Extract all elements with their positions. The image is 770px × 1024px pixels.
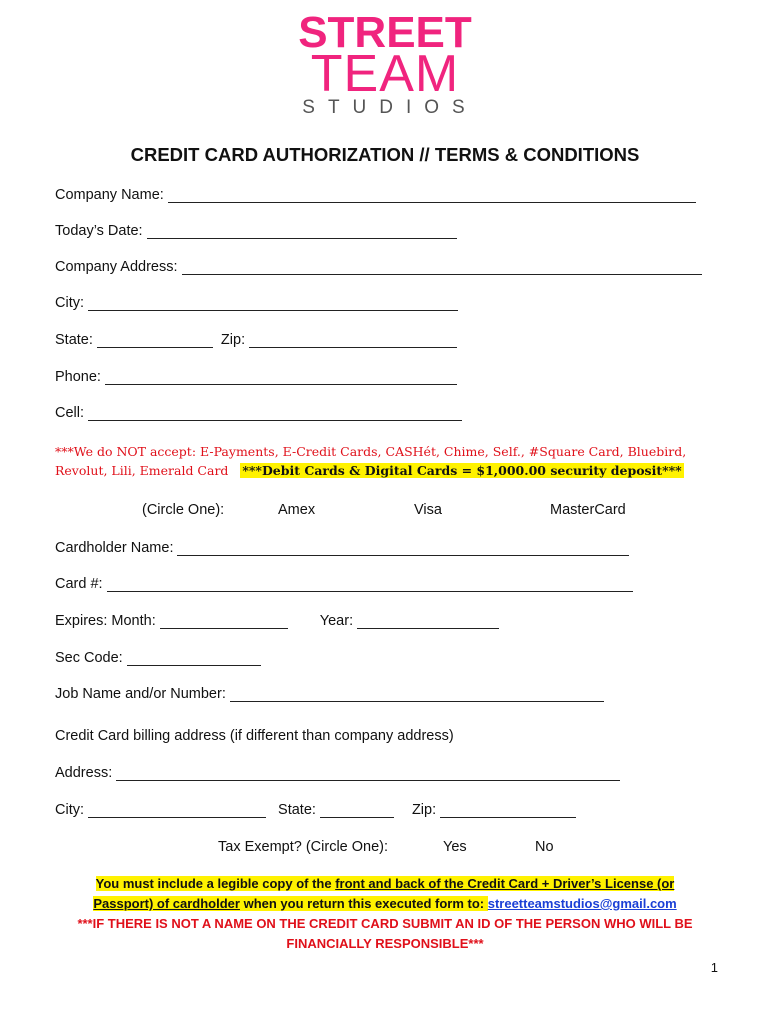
- year-label: Year:: [319, 613, 354, 629]
- billing-city-row: [55, 801, 576, 821]
- company-address-row: [55, 258, 702, 278]
- cell-row: [55, 404, 462, 424]
- logo: [0, 8, 770, 119]
- footer-text-2: when you return this executed form to:: [239, 896, 488, 911]
- billing-zip-field[interactable]: [440, 801, 576, 818]
- state-label: State:: [55, 332, 93, 348]
- page-title: CREDIT CARD AUTHORIZATION // TERMS & CONDITIONS: [130, 144, 640, 165]
- notice-line1: ***We do NOT accept: E-Payments, E-Credit Cards, CASHét, Chime, Self., #Square Card, Bluebird,: [55, 444, 687, 459]
- state-zip-row: [55, 331, 457, 351]
- logo-line1: STREET: [298, 8, 472, 57]
- billing-state-label: State:: [278, 802, 316, 818]
- cell-field[interactable]: [88, 404, 462, 421]
- footer-warning-1: ***IF THERE IS NOT A NAME ON THE CREDIT CARD SUBMIT AN ID OF THE PERSON WHO WILL BE: [77, 916, 693, 931]
- expires-row: [55, 612, 499, 632]
- billing-heading: Credit Card billing address (if different than company address): [55, 728, 454, 744]
- footer-underline-1: front and back of the Credit Card + Driver’s License (or: [335, 876, 675, 891]
- card-type-visa[interactable]: Visa: [414, 502, 442, 518]
- sec-code-field[interactable]: [127, 649, 261, 666]
- company-address-field[interactable]: [182, 258, 702, 275]
- cardholder-name-label: Cardholder Name:: [55, 540, 174, 556]
- zip-field[interactable]: [249, 331, 457, 348]
- cardholder-name-field[interactable]: [177, 539, 629, 556]
- city-row: [55, 294, 458, 314]
- cardholder-name-row: [55, 539, 629, 559]
- logo-line2: TEAM: [310, 44, 460, 103]
- payment-notice: [55, 442, 715, 480]
- page-number: 1: [710, 960, 718, 975]
- cell-label: Cell:: [55, 405, 85, 421]
- footer-text-1: You must include a legible copy of the: [95, 876, 336, 891]
- company-name-label: Company Name:: [55, 187, 164, 203]
- billing-address-field[interactable]: [116, 764, 620, 781]
- billing-city-field[interactable]: [88, 801, 266, 818]
- expires-month-label: Expires: Month:: [55, 613, 156, 629]
- logo-line3: STUDIOS: [302, 97, 478, 119]
- city-label: City:: [55, 295, 84, 311]
- tax-exempt-no[interactable]: No: [535, 839, 554, 855]
- todays-date-field[interactable]: [147, 222, 457, 239]
- billing-address-label: Address:: [55, 765, 113, 781]
- phone-field[interactable]: [105, 368, 457, 385]
- phone-row: [55, 368, 457, 388]
- card-type-amex[interactable]: Amex: [278, 502, 316, 518]
- card-number-field[interactable]: [107, 575, 633, 592]
- company-address-label: Company Address:: [55, 259, 178, 275]
- deposit-highlight: ***Debit Cards & Digital Cards = $1,000.00 security deposit***: [242, 463, 682, 478]
- card-number-label: Card #:: [55, 576, 103, 592]
- tax-exempt-label: Tax Exempt? (Circle One):: [218, 839, 389, 855]
- year-field[interactable]: [357, 612, 499, 629]
- billing-zip-label: Zip:: [411, 802, 437, 818]
- billing-address-row: [55, 764, 620, 784]
- job-name-field[interactable]: [230, 685, 604, 702]
- card-type-label: (Circle One):: [142, 502, 225, 518]
- footer-instructions: [40, 874, 730, 954]
- zip-label: Zip:: [220, 332, 246, 348]
- notice-line2: Revolut, Lili, Emerald Card: [55, 463, 229, 478]
- card-number-row: [55, 575, 633, 595]
- expires-month-field[interactable]: [160, 612, 288, 629]
- todays-date-label: Today’s Date:: [55, 223, 143, 239]
- company-name-row: [55, 186, 696, 206]
- state-field[interactable]: [97, 331, 213, 348]
- tax-exempt-yes[interactable]: Yes: [443, 839, 467, 855]
- card-type-mastercard[interactable]: MasterCard: [550, 502, 626, 518]
- billing-city-label: City:: [55, 802, 84, 818]
- footer-underline-2: Passport) of cardholder: [93, 896, 240, 911]
- company-name-field[interactable]: [168, 186, 696, 203]
- phone-label: Phone:: [55, 369, 101, 385]
- city-field[interactable]: [88, 294, 458, 311]
- sec-code-label: Sec Code:: [55, 650, 123, 666]
- todays-date-row: [55, 222, 457, 242]
- job-name-row: [55, 685, 604, 705]
- footer-warning-2: FINANCIALLY RESPONSIBLE***: [286, 936, 484, 951]
- sec-code-row: [55, 649, 261, 669]
- job-name-label: Job Name and/or Number:: [55, 686, 226, 702]
- email-link[interactable]: streetteamstudios@gmail.com: [487, 896, 677, 911]
- billing-state-field[interactable]: [320, 801, 394, 818]
